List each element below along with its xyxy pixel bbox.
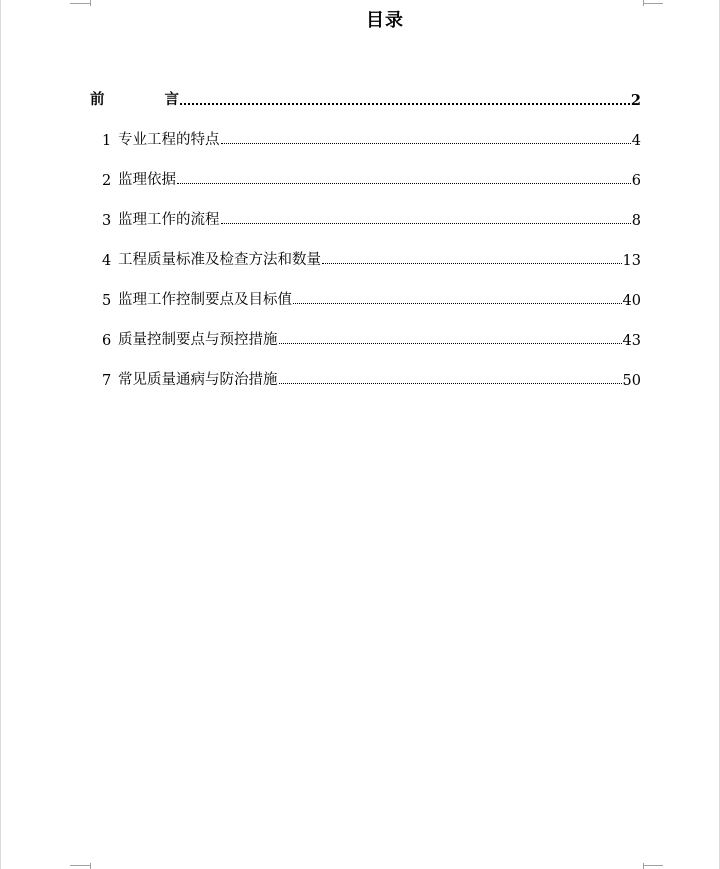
crop-mark-top-right bbox=[643, 3, 663, 4]
toc-entry-label: 监理工作的流程 bbox=[118, 212, 220, 228]
toc-page-number: 40 bbox=[622, 293, 641, 309]
toc-entry-label: 常见质量通病与防治措施 bbox=[118, 372, 278, 388]
toc-entry[interactable] bbox=[90, 149, 641, 189]
toc-dot-leader bbox=[180, 103, 630, 105]
toc-entry-number: 2 bbox=[102, 173, 112, 189]
toc-page-number: 4 bbox=[631, 133, 641, 149]
crop-mark-bottom-right bbox=[643, 865, 663, 866]
toc-entry-number: 5 bbox=[102, 293, 112, 309]
crop-mark-bottom-left bbox=[70, 865, 90, 866]
toc-entry[interactable] bbox=[90, 229, 641, 269]
crop-mark-top-left bbox=[70, 3, 90, 4]
toc-entry-label: 工程质量标准及检查方法和数量 bbox=[118, 252, 321, 268]
toc-dot-leader bbox=[293, 303, 622, 304]
toc-entry-preface[interactable] bbox=[90, 84, 641, 109]
toc-entry[interactable] bbox=[90, 309, 641, 349]
toc-entry-number: 6 bbox=[102, 333, 112, 349]
toc-dot-leader bbox=[322, 263, 622, 264]
page-left-edge bbox=[0, 0, 1, 869]
toc-page-number: 13 bbox=[622, 253, 641, 269]
toc-entry-number: 3 bbox=[102, 213, 112, 229]
toc-entry-number: 4 bbox=[102, 253, 112, 269]
toc-entry-number: 7 bbox=[102, 373, 112, 389]
crop-mark-bottom-left-v bbox=[90, 863, 91, 869]
toc-dot-leader bbox=[279, 343, 622, 344]
crop-mark-bottom-right-v bbox=[643, 863, 644, 869]
toc-entry-label: 监理工作控制要点及目标值 bbox=[118, 292, 292, 308]
toc-page-number: 6 bbox=[631, 173, 641, 189]
toc-dot-leader bbox=[221, 223, 631, 224]
document-title: 目录 bbox=[366, 10, 404, 31]
toc-entry[interactable] bbox=[90, 109, 641, 149]
toc-entry-label: 前 言 bbox=[90, 91, 179, 108]
toc-entry-number: 1 bbox=[102, 133, 112, 149]
toc-page-number: 43 bbox=[622, 333, 641, 349]
toc-page-number: 50 bbox=[622, 373, 641, 389]
toc-dot-leader bbox=[279, 383, 622, 384]
toc-entry-label: 质量控制要点与预控措施 bbox=[118, 332, 278, 348]
toc-entry[interactable] bbox=[90, 189, 641, 229]
toc-entry[interactable] bbox=[90, 269, 641, 309]
toc-page-number: 8 bbox=[631, 213, 641, 229]
table-of-contents bbox=[90, 84, 641, 389]
toc-entry-label: 专业工程的特点 bbox=[118, 132, 220, 148]
toc-entry[interactable] bbox=[90, 349, 641, 389]
toc-entry-label: 监理依据 bbox=[118, 172, 176, 188]
toc-page-number: 2 bbox=[630, 92, 641, 109]
toc-dot-leader bbox=[221, 143, 631, 144]
toc-dot-leader bbox=[177, 183, 631, 184]
